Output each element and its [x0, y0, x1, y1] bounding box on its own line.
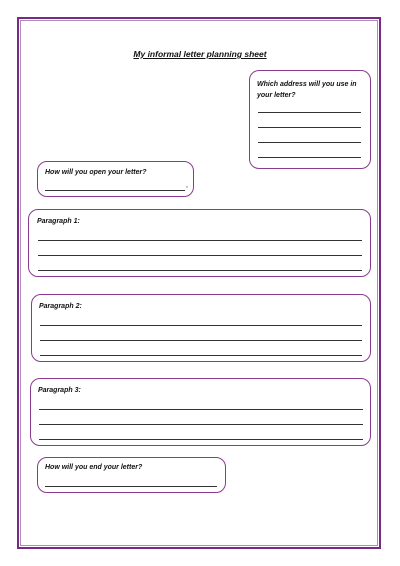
end-letter-box — [37, 457, 226, 493]
open-letter-label: How will you open your letter? — [45, 169, 147, 176]
paragraph-2-box — [31, 294, 371, 362]
address-box-label: Which address will you use in your letter? — [257, 81, 357, 99]
paragraph-1-label: Paragraph 1: — [37, 218, 80, 225]
paragraph-2-label: Paragraph 2: — [39, 303, 82, 310]
paragraph-2-line-3[interactable] — [40, 355, 362, 356]
address-line-3[interactable] — [258, 142, 361, 143]
address-line-4[interactable] — [258, 157, 361, 158]
end-letter-label: How will you end your letter? — [45, 464, 143, 471]
paragraph-3-label: Paragraph 3: — [38, 387, 81, 394]
paragraph-3-box — [30, 378, 371, 446]
address-line-1[interactable] — [258, 112, 361, 113]
paragraph-1-line-3[interactable] — [38, 270, 362, 271]
open-letter-comma: , — [186, 182, 188, 189]
paragraph-3-line-1[interactable] — [39, 409, 363, 410]
page-title: My informal letter planning sheet — [133, 49, 267, 59]
address-line-2[interactable] — [258, 127, 361, 128]
paragraph-2-line-2[interactable] — [40, 340, 362, 341]
paragraph-1-line-1[interactable] — [38, 240, 362, 241]
open-letter-box — [37, 161, 194, 197]
paragraph-1-box — [28, 209, 371, 277]
end-letter-line[interactable] — [45, 486, 217, 487]
paragraph-3-line-2[interactable] — [39, 424, 363, 425]
open-letter-line[interactable] — [45, 190, 185, 191]
paragraph-2-line-1[interactable] — [40, 325, 362, 326]
paragraph-1-line-2[interactable] — [38, 255, 362, 256]
paragraph-3-line-3[interactable] — [39, 439, 363, 440]
address-box — [249, 70, 371, 169]
